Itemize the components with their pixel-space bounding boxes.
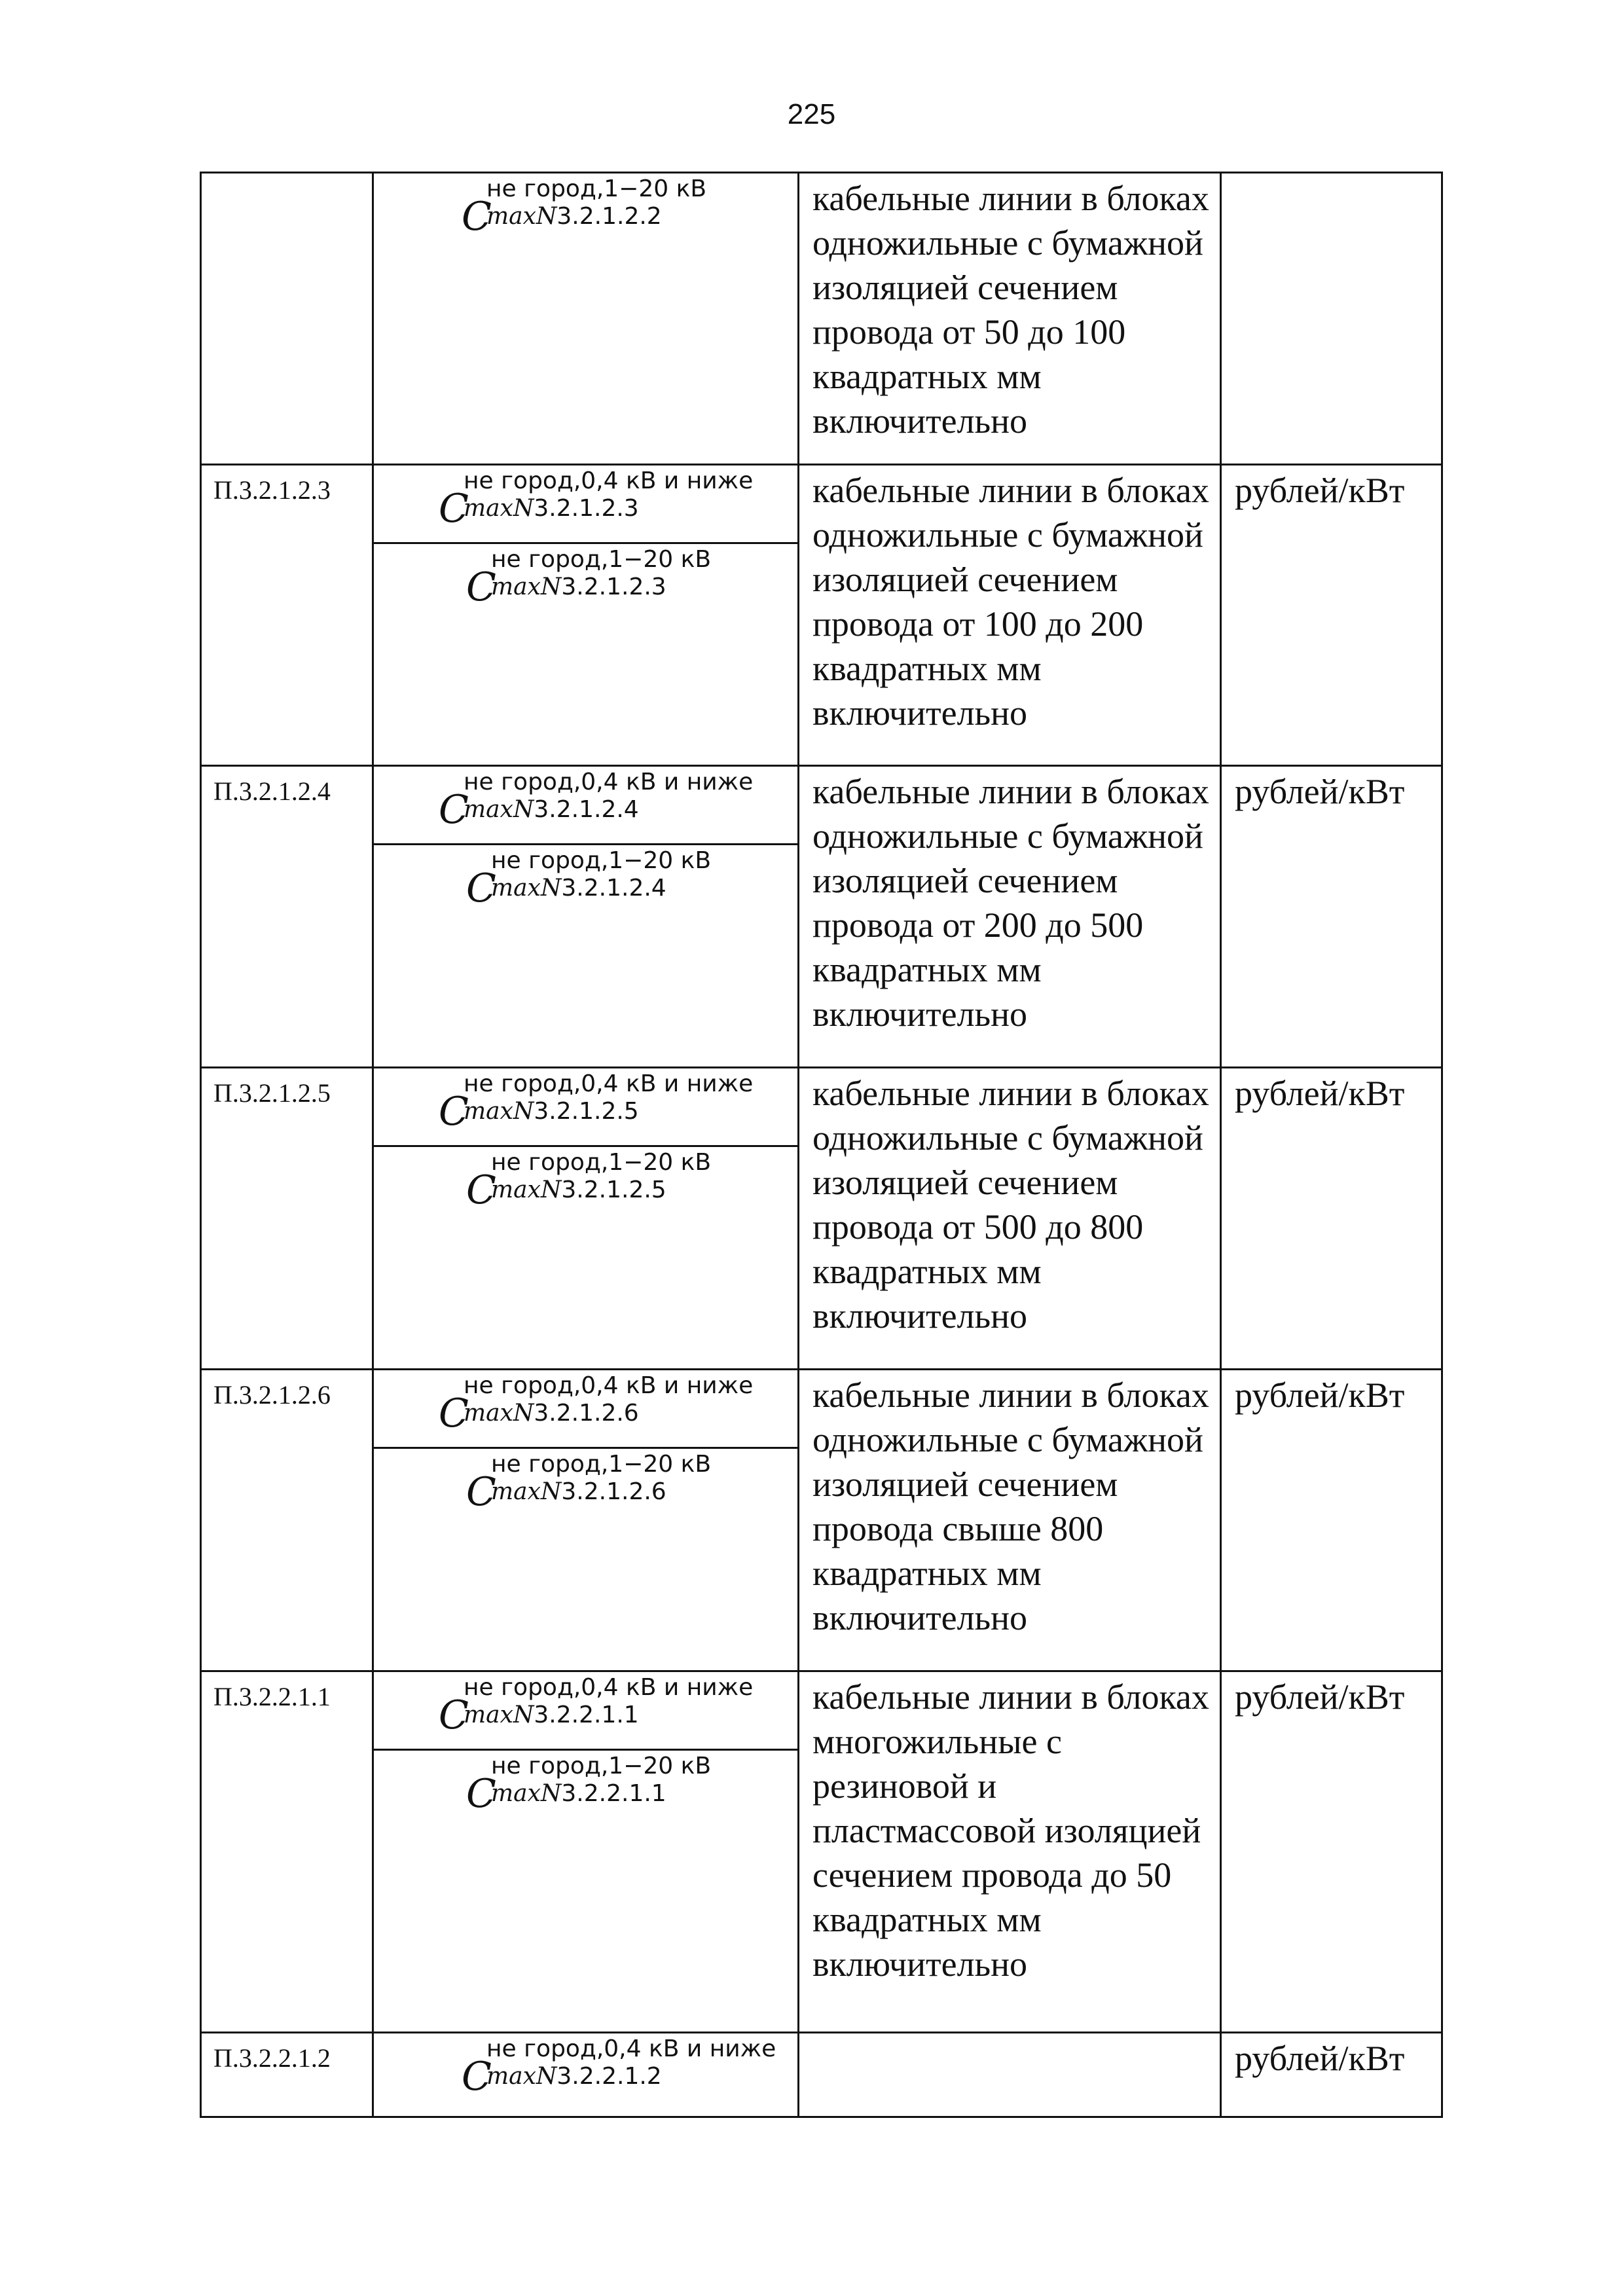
line-description: кабельные линии в блоках одножильные с бумажной изоляцией сечением провода от 50 до 100 квадратных мм включительно [799,173,1221,465]
table-row [201,1068,1442,1370]
item-code: П.3.2.1.2.5 [201,1068,373,1370]
formula-superscript: не город,0,4 кВ и ниже [464,467,754,494]
unit-label: рублей/кВт [1221,1068,1442,1370]
formula-subscript-variable: maxN [464,1098,534,1125]
formula-subscript-number: 3.2.1.2.5 [534,1098,639,1125]
formula-subscript [491,1479,666,1505]
tariff-table [200,172,1443,2118]
formula-symbol-c: C [462,194,492,240]
formula-subscript-variable: maxN [491,875,562,902]
line-description: кабельные линии в блоках одножильные с бумажной изоляцией сечением провода от 200 до 500 квадратных мм включительно [799,766,1221,1068]
formula-lower-subcell [374,845,797,1066]
formula-symbol-c: C [466,1771,496,1817]
formula-stack [374,767,797,1066]
formula-upper-subcell [374,465,797,544]
formula-stack [374,1068,797,1368]
formula-subscript [491,1781,666,1807]
formula-subscript [486,204,662,230]
formula-symbol-c: C [439,1692,469,1738]
formula-symbol-c: C [466,1469,496,1515]
formula-stack [374,1672,797,2032]
formula-subscript-variable: maxN [491,1176,562,1203]
formula-subscript-number: 3.2.1.2.3 [561,574,666,600]
line-description: кабельные линии в блоках одножильные с бумажной изоляцией сечением провода свыше 800 квадратных мм включительно [799,1370,1221,1671]
formula-subscript [464,496,639,522]
formula-subscript-variable: maxN [464,796,534,823]
unit-label [1221,173,1442,465]
unit-label: рублей/кВт [1221,465,1442,766]
formula-symbol-c: C [466,564,496,610]
formula-subscript-number: 3.2.1.2.6 [561,1478,666,1505]
formula-symbol-c: C [439,486,469,532]
formula-upper-subcell [374,767,797,845]
unit-label: рублей/кВт [1221,2033,1442,2117]
formula-subscript-number: 3.2.1.2.4 [561,875,666,902]
formula-cell [373,2033,799,2117]
formula-stack [374,465,797,765]
formula-subscript-variable: maxN [491,574,562,600]
formula-superscript: не город,1−20 кВ [486,175,707,202]
formula-symbol-c: C [439,1391,469,1436]
formula-symbol-c: C [466,866,496,911]
formula-subscript-variable: maxN [486,203,557,230]
unit-label: рублей/кВт [1221,1370,1442,1671]
formula-cell [373,1671,799,2033]
item-code: П.3.2.1.2.3 [201,465,373,766]
line-description: кабельные линии в блоках многожильные с резиновой и пластмассовой изоляцией сечением провода до 50 квадратных мм включительно [799,1671,1221,2033]
formula-symbol-c: C [462,2054,492,2100]
table-row [201,1370,1442,1671]
formula-cell [373,465,799,766]
formula-lower-subcell [374,1449,797,1670]
formula-symbol-c: C [439,787,469,833]
item-code: П.3.2.2.1.1 [201,1671,373,2033]
item-code [201,173,373,465]
formula-subscript-number: 3.2.1.2.6 [534,1400,639,1427]
formula-superscript: не город,1−20 кВ [491,847,712,874]
formula-subscript-variable: maxN [464,1702,534,1728]
formula-subscript-variable: maxN [491,1780,562,1807]
line-description: кабельные линии в блоках одножильные с бумажной изоляцией сечением провода от 500 до 800 квадратных мм включительно [799,1068,1221,1370]
formula-cell [373,766,799,1068]
formula-superscript: не город,1−20 кВ [491,546,712,573]
formula-subscript [464,1702,639,1728]
formula-stack [374,2033,797,2116]
table-row [201,465,1442,766]
formula-superscript: не город,1−20 кВ [491,1149,712,1176]
table-row [201,766,1442,1068]
formula-subscript [491,1177,666,1203]
formula-upper-subcell [374,1068,797,1147]
formula-superscript: не город,0,4 кВ и ниже [464,769,754,795]
formula-symbol-c: C [466,1167,496,1213]
formula-lower-subcell [374,1147,797,1368]
formula-lower-subcell [374,1751,797,2032]
formula-cell [373,1370,799,1671]
formula-subscript-variable: maxN [464,1400,534,1427]
formula-subscript [464,1400,639,1427]
formula-superscript: не город,0,4 кВ и ниже [464,1372,754,1399]
item-code: П.3.2.1.2.4 [201,766,373,1068]
formula-superscript: не город,1−20 кВ [491,1451,712,1478]
formula-subscript-number: 3.2.2.1.1 [534,1702,639,1728]
formula-cell [373,173,799,465]
formula-upper-subcell [374,1672,797,1751]
table-row [201,2033,1442,2117]
page-number: 225 [787,98,836,130]
formula-upper-subcell [374,1370,797,1449]
formula-subscript-number: 3.2.2.1.2 [556,2063,662,2090]
formula-subscript [464,797,639,823]
formula-symbol-c: C [439,1089,469,1135]
formula-subscript-variable: maxN [486,2063,557,2090]
formula-subscript [491,875,666,902]
formula-stack [374,1370,797,1670]
formula-superscript: не город,0,4 кВ и ниже [464,1070,754,1097]
formula-subscript-variable: maxN [464,495,534,522]
item-code: П.3.2.1.2.6 [201,1370,373,1671]
formula-cell [373,1068,799,1370]
formula-subscript-number: 3.2.1.2.4 [534,796,639,823]
line-description [799,2033,1221,2117]
formula-superscript: не город,0,4 кВ и ниже [464,1674,754,1701]
unit-label: рублей/кВт [1221,766,1442,1068]
table-row [201,1671,1442,2033]
formula-lower-subcell [374,544,797,765]
formula-superscript: не город,1−20 кВ [491,1753,712,1779]
formula-subscript-number: 3.2.1.2.3 [534,495,639,522]
item-code: П.3.2.2.1.2 [201,2033,373,2117]
formula-subscript-number: 3.2.1.2.5 [561,1176,666,1203]
formula-subscript [491,574,666,600]
formula-subscript [464,1099,639,1125]
table-row [201,173,1442,465]
formula-subscript-variable: maxN [491,1478,562,1505]
unit-label: рублей/кВт [1221,1671,1442,2033]
formula-subscript-number: 3.2.2.1.1 [561,1780,666,1807]
formula-superscript: не город,0,4 кВ и ниже [486,2035,776,2062]
formula-subscript [486,2064,662,2090]
line-description: кабельные линии в блоках одножильные с бумажной изоляцией сечением провода от 100 до 200 квадратных мм включительно [799,465,1221,766]
formula-subscript-number: 3.2.1.2.2 [556,203,662,230]
formula-stack [374,173,797,464]
